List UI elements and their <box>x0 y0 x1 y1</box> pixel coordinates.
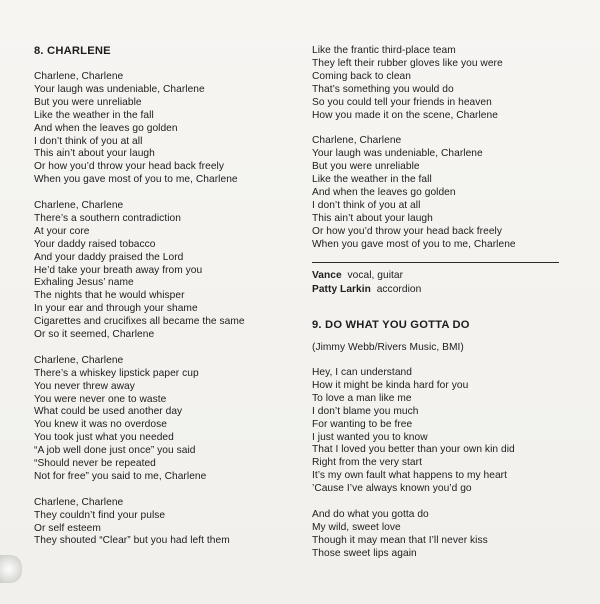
lyric-line: Right from the very start <box>312 457 422 469</box>
lyric-line: That’s something you would do <box>312 83 454 95</box>
lyric-line: Or self esteem <box>34 522 101 534</box>
lyric-line: You were never one to waste <box>34 393 167 405</box>
lyric-line: They shouted “Clear” but you had left them <box>34 535 230 547</box>
lyric-line: Or how you’d throw your head back freely <box>312 225 502 237</box>
lyric-line: “Should never be repeated <box>34 458 156 469</box>
credit-role: vocal, guitar <box>347 270 404 281</box>
lyric-line: This ain’t about your laugh <box>34 148 155 160</box>
lyric-line: Your daddy raised tobacco <box>34 238 156 250</box>
lyric-line: There’s a whiskey lipstick paper cup <box>34 367 199 379</box>
lyric-line: How it might be kinda hard for you <box>312 379 469 391</box>
lyric-line: And when the leaves go golden <box>34 122 178 134</box>
lyric-line: You never threw away <box>34 380 135 392</box>
lyric-line: Charlene, Charlene <box>34 354 124 366</box>
lyric-line: There’s a southern contradiction <box>34 212 181 224</box>
lyric-line: But you were unreliable <box>312 161 420 173</box>
lyric-line: What could be used another day <box>34 406 183 418</box>
lyric-line: Or so it seemed, Charlene <box>34 329 155 340</box>
lyric-line: That I loved you better than your own kin did <box>312 444 515 456</box>
lyric-line: Not for free” you said to me, Charlene <box>34 470 207 482</box>
lyric-line: You took just what you needed <box>34 432 174 444</box>
publisher-credit: (Jimmy Webb/Rivers Music, BMI) <box>312 342 464 353</box>
lyric-line: I don’t think of you at all <box>312 199 421 211</box>
credit-row <box>312 270 403 283</box>
credit-name: Patty Larkin <box>312 284 371 295</box>
lyric-line: Charlene, Charlene <box>34 200 124 211</box>
lyric-line: Those sweet lips again <box>312 547 417 559</box>
lyric-line: Though it may mean that I’ll never kiss <box>312 534 488 546</box>
lyric-line: Or how you’d throw your head back freely <box>34 161 224 173</box>
lyric-line: He’d take your breath away from you <box>34 264 203 276</box>
lyric-line: Your laugh was undeniable, Charlene <box>34 83 205 95</box>
lyric-line: I don’t think of you at all <box>34 135 143 147</box>
lyric-line: Your laugh was undeniable, Charlene <box>312 148 483 160</box>
lyric-line: The nights that he would whisper <box>34 290 185 302</box>
lyric-line: At your core <box>34 225 90 237</box>
section-divider <box>312 262 559 263</box>
lyric-line: I don’t blame you much <box>312 405 419 417</box>
lyric-line: Like the frantic third-place team <box>312 45 456 56</box>
lyric-line: In your ear and through your shame <box>34 303 198 315</box>
lyric-line: Charlene, Charlene <box>34 496 124 508</box>
credit-role: accordion <box>376 284 422 295</box>
lyric-line: How you made it on the scene, Charlene <box>312 109 498 121</box>
lyric-line: Charlene, Charlene <box>34 71 124 82</box>
lyric-line: And do what you gotta do <box>312 508 429 520</box>
lyric-line: ’Cause I’ve always known you’d go <box>312 483 472 495</box>
lyric-line: You knew it was no overdose <box>34 419 167 431</box>
lyric-line: Exhaling Jesus’ name <box>34 277 134 289</box>
lyric-line: Like the weather in the fall <box>34 109 154 121</box>
lyric-line: This ain’t about your laugh <box>312 212 433 224</box>
lyric-line: Charlene, Charlene <box>312 135 402 147</box>
page-spine-mark <box>0 555 22 583</box>
credit-row <box>312 284 421 297</box>
lyric-line: Hey, I can understand <box>312 367 412 378</box>
lyric-line: Coming back to clean <box>312 70 411 82</box>
lyric-line: They couldn’t find your pulse <box>34 509 166 521</box>
lyric-line: Like the weather in the fall <box>312 174 432 185</box>
lyric-line: My wild, sweet love <box>312 521 401 533</box>
lyric-line: For wanting to be free <box>312 418 413 430</box>
lyric-line: They left their rubber gloves like you were <box>312 57 503 69</box>
lyric-line: And when the leaves go golden <box>312 186 456 198</box>
lyric-line: So you could tell your friends in heaven <box>312 96 492 108</box>
lyric-line: But you were unreliable <box>34 96 142 108</box>
lyric-line: I just wanted you to know <box>312 431 428 443</box>
lyric-line: “A job well done just once” you said <box>34 445 196 457</box>
lyric-line: It’s my own fault what happens to my heart <box>312 470 508 482</box>
song-title-do-what-you-gotta-do: 9. DO WHAT YOU GOTTA DO <box>312 319 470 331</box>
lyric-line: To love a man like me <box>312 392 412 404</box>
credit-name: Vance <box>312 270 342 281</box>
lyric-line: And your daddy praised the Lord <box>34 251 184 263</box>
lyric-line: Cigarettes and crucifixes all became the same <box>34 316 245 328</box>
lyric-line: When you gave most of you to me, Charlene <box>34 174 238 186</box>
song-title-charlene: 8. CHARLENE <box>34 45 111 57</box>
lyric-line: When you gave most of you to me, Charlene <box>312 238 516 250</box>
